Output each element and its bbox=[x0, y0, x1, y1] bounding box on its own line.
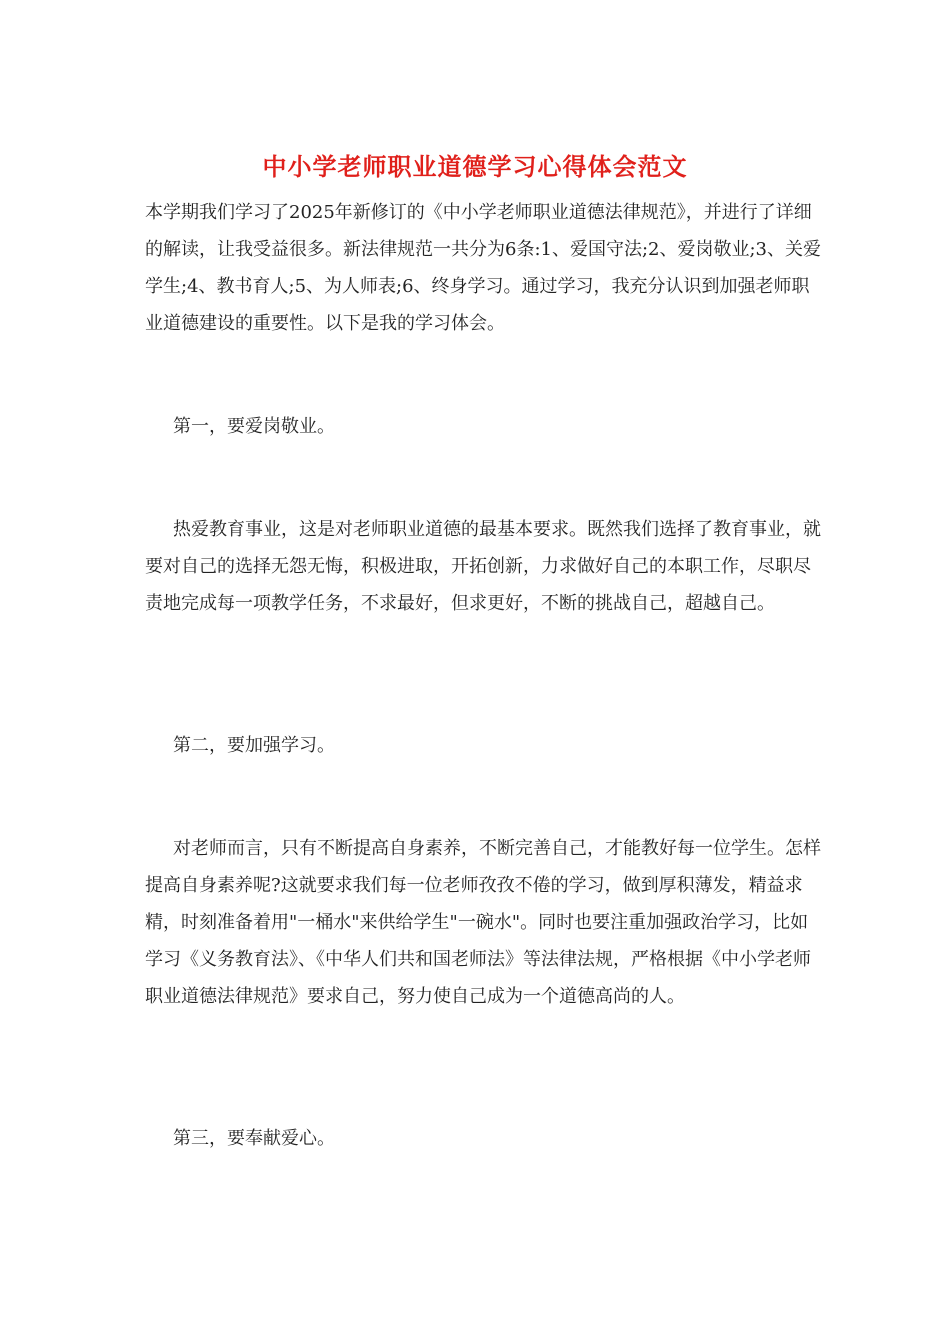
section-body-1: 热爱教育事业，这是对老师职业道德的最基本要求。既然我们选择了教育事业，就要对自己的选择无怨无悔，积极进取，开拓创新，力求做好自己的本职工作，尽职尽责地完成每一项教学任务，不求最好，但求更好，不断的挑战自己，超越自己。 bbox=[145, 519, 821, 614]
section-heading-2: 第二，要加强学习。 bbox=[173, 735, 335, 756]
document-title: 中小学老师职业道德学习心得体会范文 bbox=[262, 152, 688, 181]
intro-paragraph: 本学期我们学习了2025年新修订的《中小学老师职业道德法律规范》，并进行了详细的解读，让我受益很多。新法律规范一共分为6条:1、爱国守法;2、爱岗敬业;3、关爱学生;4、教书育人;5、为人师表;6、终身学习。通过学习，我充分认识到加强老师职业道德建设的重要性。以下是我的学习体会。 bbox=[145, 202, 821, 334]
section-heading-1: 第一，要爱岗敬业。 bbox=[173, 416, 335, 437]
section-body-2: 对老师而言，只有不断提高自身素养，不断完善自己，才能教好每一位学生。怎样提高自身素养呢?这就要求我们每一位老师孜孜不倦的学习，做到厚积薄发，精益求精，时刻准备着用"一桶水"来供给学生"一碗水"。同时也要注重加强政治学习，比如学习《义务教育法》、《中华人们共和国老师法》等法律法规，严格根据《中小学老师职业道德法律规范》要求自己，努力使自己成为一个道德高尚的人。 bbox=[145, 838, 821, 1007]
section-heading-3: 第三，要奉献爱心。 bbox=[173, 1128, 335, 1149]
